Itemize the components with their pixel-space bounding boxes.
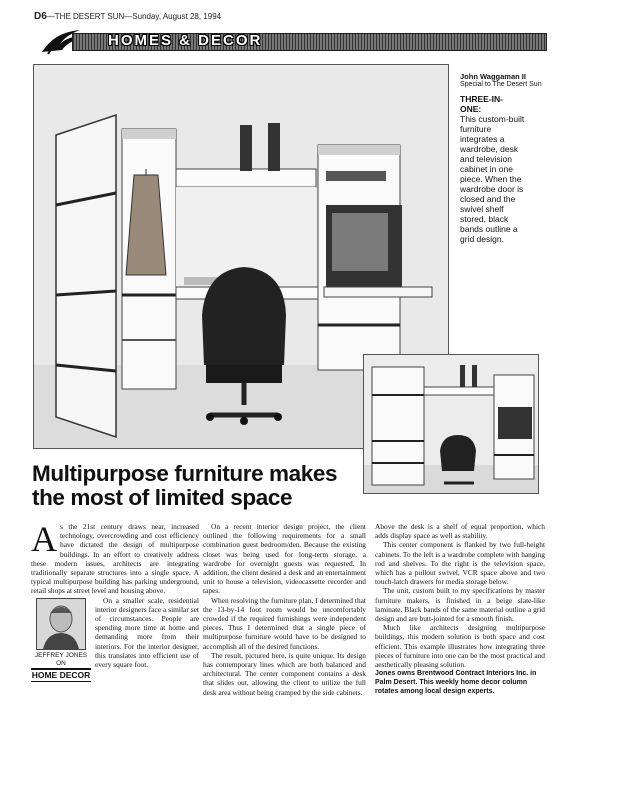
article-paragraph: On a recent interior design project, the client outlined the following requirements for a small combination guest bedroom/den. Because the existing closet was being used for long-term storage, a wardrobe for overnight guests was requested. In addition, the client desired a desk and an entertainment unit to house a television, videocassette recorder and tapes.: [203, 522, 366, 596]
folio-line: [34, 11, 221, 22]
drop-cap: A: [31, 519, 57, 559]
inset-photo: [363, 354, 539, 494]
article-paragraph: s the 21st century draws near, increased technology, overcrowding and cost efficiency have dictated the design of multipurpose buildings. In an effort to creatively address these modern issues, architects are integrating traditionally separate structures into a single space. A typical multipurpose building has parking underground, retail shops at street level and housing above.: [31, 522, 199, 596]
caption-lead: THREE-IN-ONE:: [460, 94, 503, 114]
author-bio: Jones owns Brentwood Contract Interiors Inc. in Palm Desert. This weekly home decor column rotates among local design experts.: [375, 670, 537, 696]
folio-dateline: —THE DESERT SUN—Sunday, August 28, 1994: [46, 12, 222, 21]
article-column-2: [203, 522, 366, 697]
section-title: HOMES & DECOR: [108, 32, 263, 49]
columnist-name: JEFFREY JONES: [34, 651, 88, 659]
article-column-3: [375, 522, 545, 696]
photo-caption: [460, 72, 570, 244]
article-paragraph: When resolving the furniture plan, I determined that the 13-by-14 foot room would be uncomfortably crowded if the required furnishings were independent pieces. Thus I determined that a single piece of multipurpose furniture would have to be designed to accomplish all of the desired functions.: [203, 595, 366, 651]
article-paragraph: The unit, custom built to my specifications by master furniture makers, is finished in a beige slate-like laminate. Black bands of the same material outline a grid design and are butt-jointed for a smooth finish.: [375, 586, 545, 624]
article-paragraph: This center component is flanked by two full-height cabinets. To the left is a wardrobe complete with hanging rod and shelves. To the right is the television space, which has a pullout swivel, VCR space above and two touch-latch drawers for media storage below.: [375, 540, 545, 587]
photo-credit-name: John Waggaman II: [460, 72, 526, 81]
columnist-headshot: [36, 598, 86, 650]
avatar: [37, 599, 85, 649]
article-paragraph: The result, pictured here, is quite unique. Its design has contemporary lines which are both balanced and architectural. The center component contains a desk that slides out, allowing the client to utilize the full desk area without being cramped by the side cabinets.: [203, 650, 366, 697]
columnist-box: [31, 598, 91, 682]
article-paragraph: Much like architects designing multipurpose buildings, this modern solution is both space and cost efficient. This example illustrates how integrating three pieces of furniture into one can be the most practical and aesthetically pleasing solution.: [375, 623, 545, 670]
furniture-closed-illustration: [364, 355, 538, 493]
article-column-1: [31, 519, 199, 684]
headline: Multipurpose furniture makes the most of limited space: [32, 461, 338, 510]
page-number: D6: [34, 11, 47, 22]
columnist-on: ON: [56, 659, 66, 667]
column-label: HOME DECOR: [31, 668, 91, 682]
article-paragraph: On a smaller scale, residential interior designers face a similar set of circumstances. People are spending more time at home and demanding more from their interiors. For the interior designer, this translates into efficient use of every square foot.: [95, 595, 199, 670]
caption-body: This custom-built furniture integrates a wardrobe, desk and television cabinet in one piece. When the wardrobe door is closed and the swivel shelf stored, black bands outline a grid design.: [460, 114, 525, 244]
article-paragraph: Above the desk is a shelf of equal proportion, which adds display space as well as stability.: [375, 522, 545, 541]
section-banner: [40, 30, 545, 52]
photo-credit-org: Special to The Desert Sun: [460, 81, 542, 88]
